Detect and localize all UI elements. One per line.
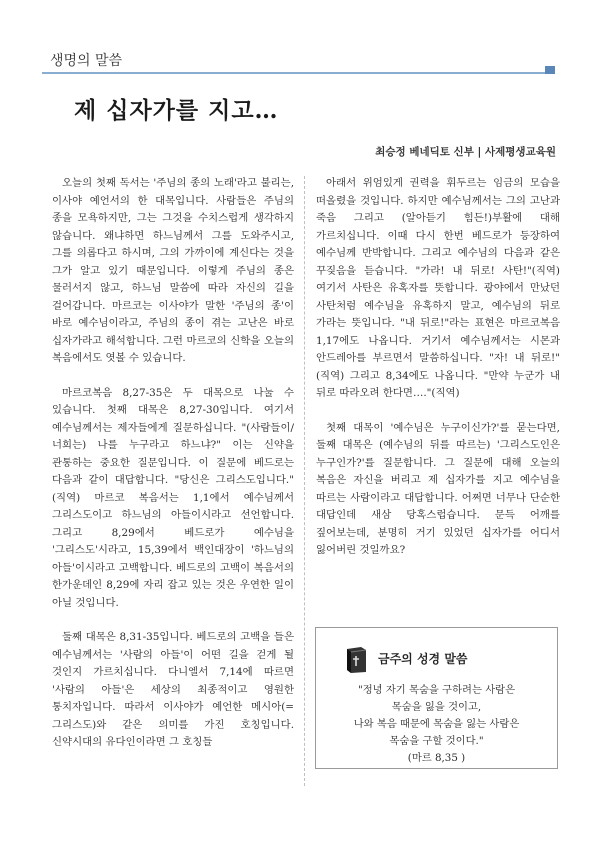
weekly-verse-box <box>315 627 558 769</box>
paragraph: 오늘의 첫째 독서는 '주님의 종의 노래'라고 불리는, 이사야 예언서의 한 대목입니다. 사람들은 주님의 종을 모욕하지만, 그는 그것을 수치스럽게 생각하지 않습니다. 왜냐하면 하느님께서 그를 도와주시고, 그를 의롭다고 하시며, 그의 가까이에 계신다는 것을 그가 알고 있기 때문입니다. 이렇게 주님의 종은 물러서지 않고, 하느님 말씀에 따라 자신의 길을 걸어갑니다. 마르코는 이사야가 말한 '주님의 종'이 바로 예수님이라고, 주님의 종이 겪는 고난은 바로 십자가라고 해석합니다. 그런 마르코의 신학을 오늘의 복음에서도 엿볼 수 있습니다. <box>52 177 294 364</box>
paragraph: 둘째 대목은 8,31-35입니다. 베드로의 고백을 들은 예수님께서는 '사람의 아들'이 어떤 길을 걷게 될 것인지 가르치십니다. 다니엘서 7,14에 따르면 '사람의 아들'은 세상의 최종적이고 영원한 통치자입니다. 따라서 이사야가 예언한 메시아(=그리스도)와 같은 의미를 가진 호칭입니다. 신약시대의 유다인이라면 그 호칭들 <box>52 631 294 748</box>
paragraph: 첫째 대목이 '예수님은 누구이신가?'를 묻는다면, 둘째 대목은 (예수님의 뒤를 따르는) '그리스도인은 누구인가?'를 질문합니다. 그 질문에 대해 오늘의 복음은 자신을 버리고 제 십자가를 지고 예수님을 따르는 사람이라고 대답합니다. 어쩌면 너무나 단순한 대답인데 새삼 당혹스럽습니다. 문득 어깨를 짚어보는데, 분명히 거기 있었던 십자가를 어디서 잃어버린 것일까요? <box>316 421 560 556</box>
header-rule <box>42 72 554 74</box>
verse-line: 나와 복음 때문에 목숨을 잃는 사람은 <box>353 718 520 730</box>
verse-reference: (마르 8,35 ) <box>407 752 466 764</box>
verse-line: 목숨을 구할 것이다." <box>389 735 484 747</box>
column-divider <box>304 176 305 786</box>
section-label: 생명의 말씀 <box>50 53 123 69</box>
article-byline: 최승정 베네딕토 신부 | 사제평생교육원 <box>375 146 556 158</box>
verse-title: 금주의 성경 말씀 <box>378 652 468 666</box>
paragraph: 아래서 위엄있게 권력을 휘두르는 임금의 모습을 떠올렸을 것입니다. 하지만 예수님께서는 그의 고난과 죽음 그리고 (알아듣기 힘든!)부활에 대해 가르치십니다. 이때 다시 한번 베드로가 등장하여 예수님께 반박합니다. 그리고 예수님의 다음과 같은 꾸짖음을 듣습니다. "가라! 내 뒤로! 사탄!"(직역) 여기서 사탄은 유혹자를 뜻합니다. 광야에서 만났던 사탄처럼 예수님을 유혹하지 말고, 예수님의 뒤로 가라는 뜻입니다. "내 뒤로!"라는 표현은 마르코복음 1,17에도 나옵니다. 거기서 예수님께서는 시몬과 안드레아를 부르면서 말씀하십니다. "자! 내 뒤로!"(직역) 그리고 8,34에도 나옵니다. "만약 누군가 내 뒤로 따라오려 한다면…."(직역) <box>316 177 560 399</box>
verse-body <box>324 682 549 767</box>
verse-line: 목숨을 잃을 것이고, <box>391 701 482 713</box>
bible-icon <box>343 646 369 674</box>
right-column <box>316 175 560 577</box>
left-column <box>52 175 294 769</box>
article-title: 제 십자가를 지고… <box>74 97 279 124</box>
paragraph: 마르코복음 8,27-35은 두 대목으로 나눌 수 있습니다. 첫째 대목은 8,27-30입니다. 여기서 예수님께서는 제자들에게 질문하십니다. "(사람들이/너희는) 나를 누구라고 하느냐?" 이는 신약을 관통하는 중요한 질문입니다. 이 질문에 베드로는 다음과 같이 대답합니다. "당신은 그리스도입니다."(직역) 마르코 복음서는 1,1에서 예수님께서 그리스도이고 하느님의 아들이시라고 선언합니다. 그리고 8,29에서 베드로가 예수님을 '그리스도'시라고, 15,39에서 백인대장이 '하느님의 아들'이시라고 고백합니다. 베드로의 고백이 복음서의 한가운데인 8,29에 자리 잡고 있는 것은 우연한 일이 아닐 것입니다. <box>52 386 294 609</box>
verse-line: "정녕 자기 목숨을 구하려는 사람은 <box>357 684 516 696</box>
header-rule-accent <box>545 66 555 74</box>
